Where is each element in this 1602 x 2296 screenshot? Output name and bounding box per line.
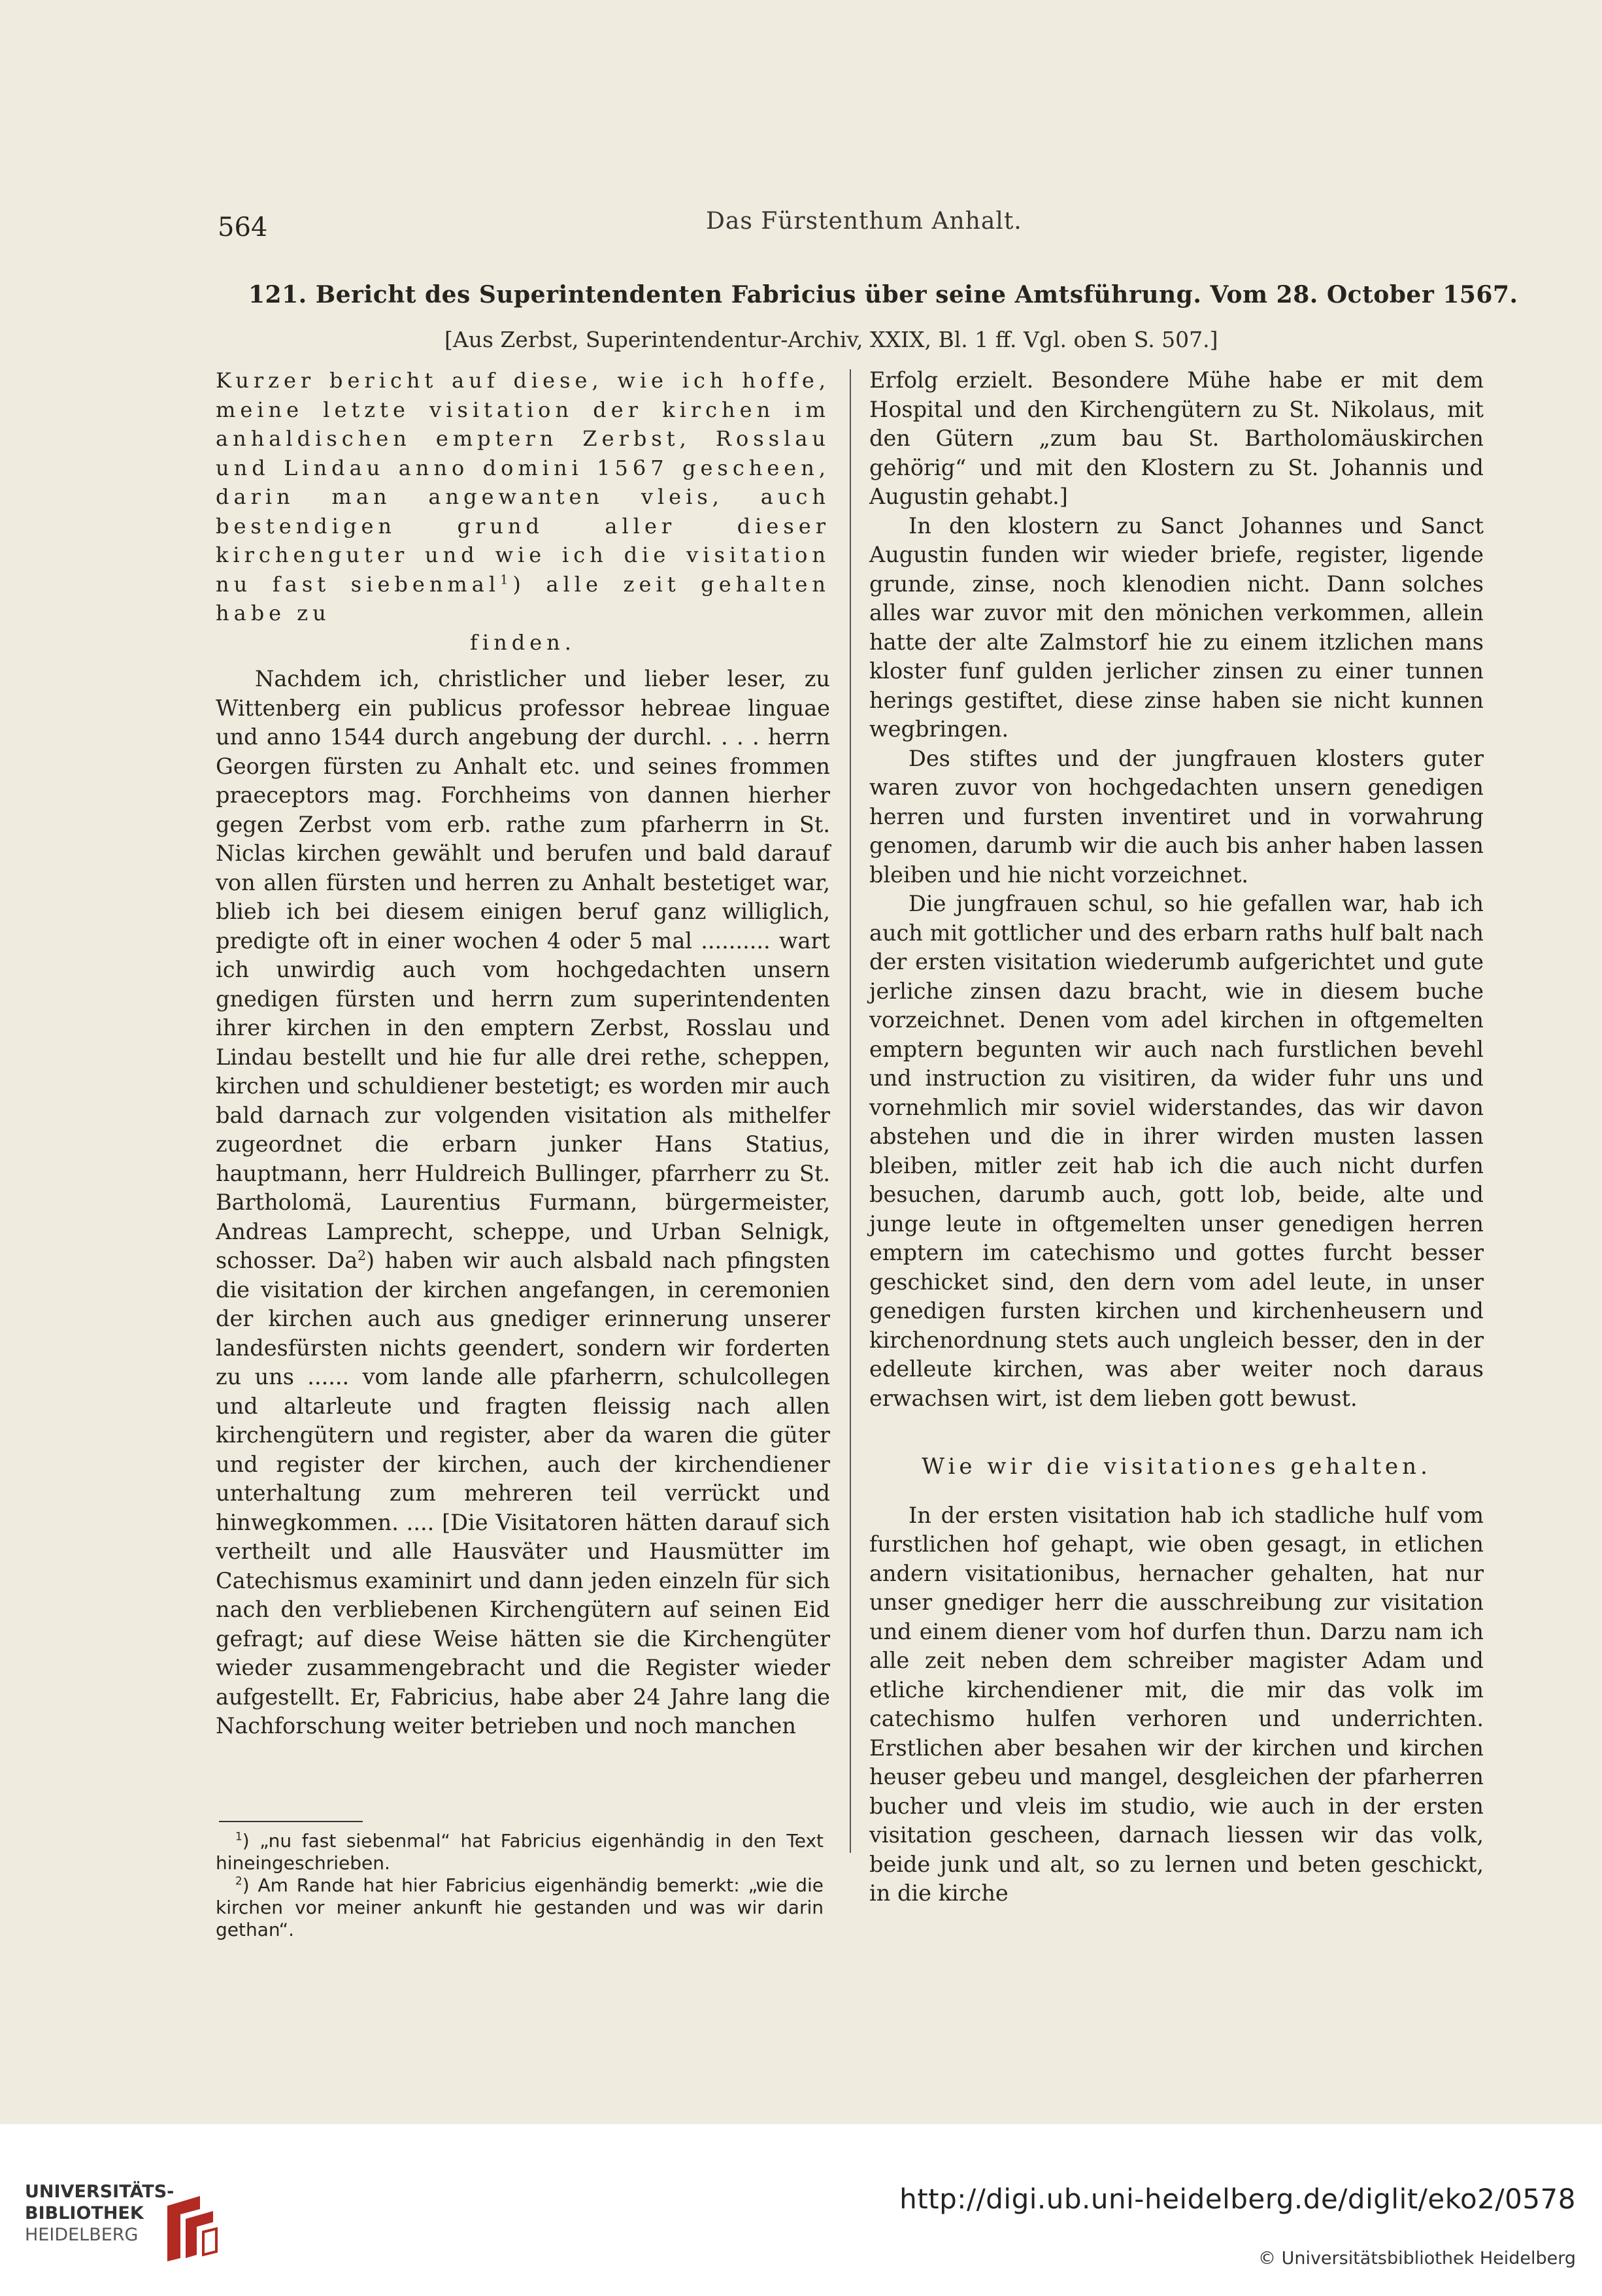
page-number: 564 [218, 212, 268, 242]
footnotes [216, 1830, 824, 1941]
footnote-1: $^1$) „nu fast siebenmal“ hat Fabricius eigenhändig in den Text hineingeschrieben. [216, 1829, 824, 1874]
body-paragraph: In der ersten visitation hab ich stadliche hulf vom furstlichen hof gehapt, wie oben gesagt, in etlichen andern visitationibus, hernacher gehalten, hat nur unser gnediger herr die ausschreibung zur visitation und einem diener vom hof durfen thun. Darzu nam ich alle zeit neben dem schreiber magister Adam und etliche kirchendiener mit, die mir das volk im catechismo hulfen verhoren und underrichten. Erstlichen aber besahen wir der kirchen und kirchen heuser gebeu und mangel, desgleichen der pfarherren bucher und vleis im studio, wie auch in der ersten visitation gescheen, darnach liessen wir das volk, beide junk und alt, so zu lernen und beten geschickt, in die kirche [869, 1502, 1484, 1906]
document-source: [Aus Zerbst, Superintendentur-Archiv, XXIX, Bl. 1 ff. Vgl. oben S. 507.] [444, 327, 1218, 352]
body-paragraph: Des stiftes und der jungfrauen klosters guter waren zuvor von hochgedachten unsern genedigen herren und fursten inventiret und in vorwahrung genomen, darumb wir die auch bis anher haben lassen bleiben und hie nicht vorzeichnet. [869, 745, 1484, 888]
permalink-url[interactable]: http://digi.ub.uni-heidelberg.de/diglit/eko2/0578 [899, 2183, 1576, 2215]
footnote-marker[interactable]: 2 [358, 1247, 367, 1263]
right-column [869, 366, 1484, 1908]
footnote-marker[interactable]: 1 [500, 571, 513, 587]
body-paragraph: Die jungfrauen schul, so hie gefallen war, hab ich auch mit gottlicher und des erbarn raths hulf balt nach der ersten visitation wiederumb aufgerichtet und gute jerliche zinsen dazu bracht, wie in diesem buche vorzeichnet. Denen vom adel kirchen in oftgemelten emptern begunten wir auch nach furstlichen bevehl und instruction zu visitiren, da wider fuhr uns und vornehmlich mir soviel widerstandes, das wir davon abstehen und die in ihrer wirden musten lassen bleiben, mitler zeit hab ich die auch nicht durfen besuchen, darumb auch, gott lob, beide, alte und junge leute in oftgemelten unser genedigen herren emptern im catechismo und gottes furcht besser geschicket sind, den dern vom adel leute, in unser genedigen fursten kirchen und kirchenheusern und kirchenordnung stets auch ungleich besser, den in der edelleute kirchen, was aber weiter noch daraus erwachsen wirt, ist dem lieben gott bewust. [869, 891, 1484, 1411]
report-title: Kurzer bericht auf diese, wie ich hoffe, meine letzte visitation der kirchen im anhaldischen emptern Zerbst, Rosslau und Lindau anno domini 1567 gescheen, darin man angewanten vleis, auch bestendigen grund aller dieser kirchenguter und wie ich die visitation nu fast siebenmal$^1$) alle zeit gehalten habe zu [216, 368, 831, 625]
left-column [216, 366, 830, 1741]
body-paragraph: In den klostern zu Sanct Johannes und Sanct Augustin funden wir wieder briefe, register, ligende grunde, zinse, noch klenodien nicht. Dann solches alles war zuvor mit den mönichen verkommen, allein hatte der alte Zalmstorf hie zu einem itzlichen mans kloster funf gulden jerlicher zinsen zu einer tunnen herings gestiftet, diese zinse haben sie nicht kunnen wegbringen. [869, 512, 1484, 742]
running-head: Das Fürstenthum Anhalt. [706, 208, 1022, 235]
body-paragraph: Nachdem ich, christlicher und lieber leser, zu Wittenberg ein publicus professor hebreae linguae und anno 1544 durch angebung der durchl. . . . herrn Georgen fürsten zu Anhalt etc. und seines frommen praeceptors mag. Forchheims von dannen hierher gegen Zerbst vom erb. rathe zum pfarherrn in St. Niclas kirchen gewählt und berufen und bald darauf von allen fürsten und herren zu Anhalt bestetiget war, blieb ich bei diesem einigen beruf ganz williglich, predigte oft in einer wochen 4 oder 5 mal .......... wart ich unwirdig auch vom hochgedachten unsern gnedigen fürsten und herrn zum superintendenten ihrer kirchen in den emptern Zerbst, Rosslau und Lindau bestellt und hie fur alle drei rethe, scheppen, kirchen und schuldiener bestetigt; es worden mir auch bald darnach zur volgenden visitation als mithelfer zugeordnet die erbarn junker Hans Statius, hauptmann, herr Huldreich Bullinger, pfarrherr zu St. Bartholomä, Laurentius Furmann, bürgermeister, Andreas Lamprecht, scheppe, und Urban Selnigk, schosser. Da$^2$) haben wir auch alsbald nach pfingsten die visitation der kirchen angefangen, in ceremonien der kirchen auch aus gnediger erinnerung unserer landesfürsten nichts geendert, sondern wir forderten zu uns ...... vom lande alle pfarherrn, schulcollegen und altarleute und fragten fleissig nach allen kirchengütern und register, aber da waren die güter und register der kirchen, auch der kirchendiener unterhaltung zum mehreren teil verrückt und hinwegkommen. .... [Die Visitatoren hätten darauf sich vertheilt und alle Hausväter und Hausmütter im Catechismus examinirt und dann jeden einzeln für sich nach den verbliebenen Kirchengütern auf seinen Eid gefragt; auf diese Weise hätten sie die Kirchengüter wieder zusammengebracht und die Register wieder aufgestellt. Er, Fabricius, habe aber 24 Jahre lang die Nachforschung weiter betrieben und noch manchen [216, 666, 830, 1739]
body-paragraph: Erfolg erzielt. Besondere Mühe habe er mit dem Hospital und den Kirchengütern zu St. Nikolaus, mit den Gütern „zum bau St. Bartholomäuskirchen gehörig“ und mit den Klostern zu St. Johannis und Augustin gehabt.] [869, 367, 1484, 509]
document-heading: 121. Bericht des Superintendenten Fabricius über seine Amtsführung. Vom 28. October 1567. [248, 281, 1518, 308]
column-divider [850, 369, 851, 1853]
report-title-end: finden. [470, 629, 576, 655]
library-logo[interactable]: UNIVERSITÄTS- BIBLIOTHEK HEIDELBERG [25, 2182, 175, 2245]
footnote-2: $^2$) Am Rande hat hier Fabricius eigenhändig bemerkt: „wie die kirchen vor meiner ankunft hie gestanden und was wir darin gethan“. [216, 1874, 824, 1940]
footnote-divider [219, 1821, 363, 1822]
copyright-notice: © Universitätsbibliothek Heidelberg [1258, 2248, 1576, 2269]
section-subheading: Wie wir die visitationes gehalten. [922, 1454, 1431, 1480]
library-emblem-icon [161, 2193, 220, 2265]
